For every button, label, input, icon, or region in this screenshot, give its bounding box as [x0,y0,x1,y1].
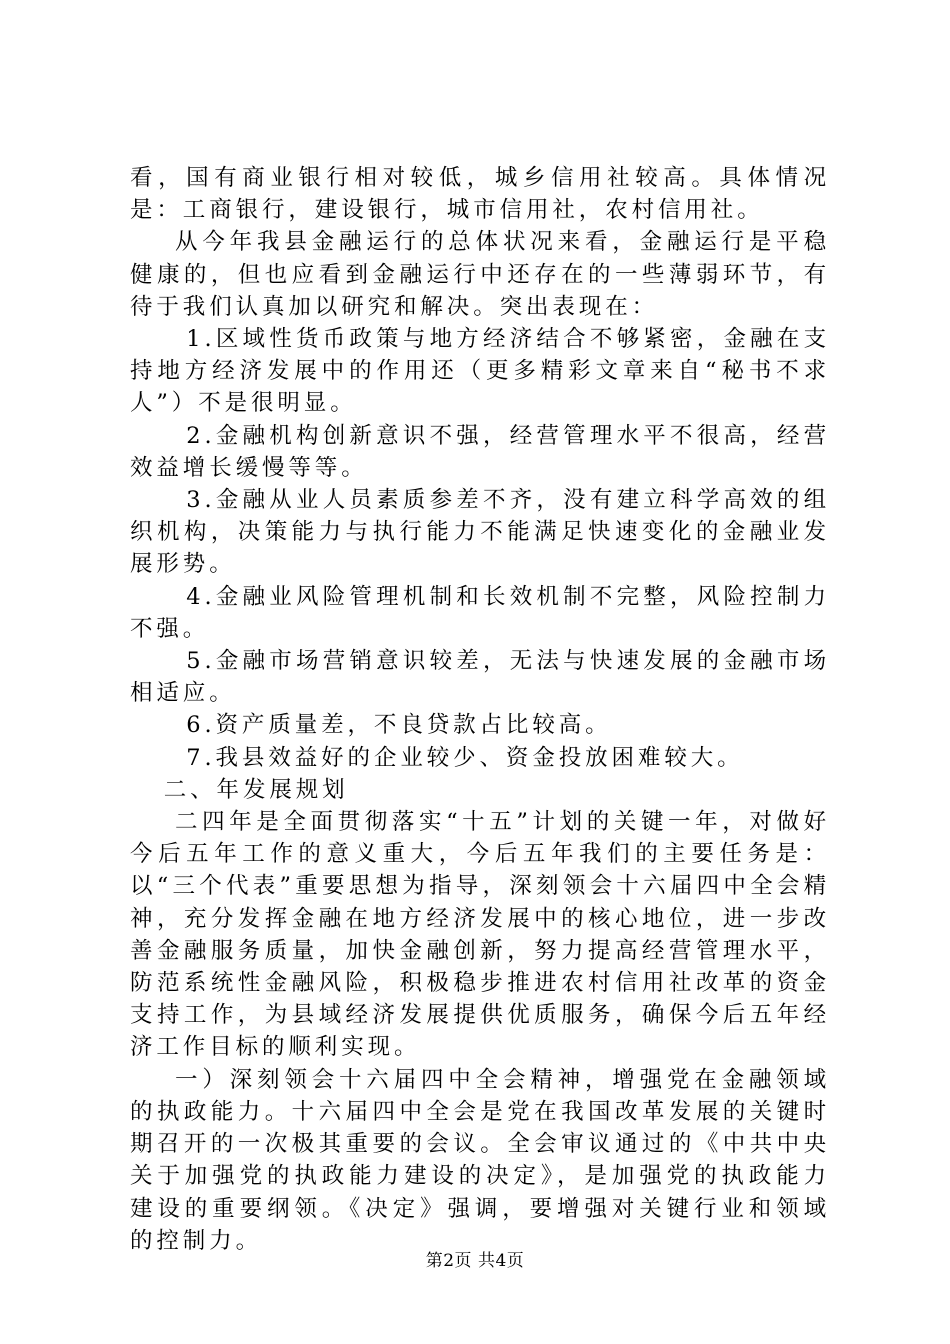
list-item-7: 7.我县效益好的企业较少、资金投放困难较大。 [186,744,744,771]
list-item-5: 5.金融市场营销意识较差，无法与快速发展的金融市场相适应。 [130,648,830,707]
list-item-6: 6.资产质量差，不良贷款占比较高。 [186,712,612,739]
paragraph-continuation: 看，国有商业银行相对较低，城乡信用社较高。具体情况是：工商银行，建设银行，城市信用社，农村信用社。 [130,165,830,224]
list-item-4: 4.金融业风险管理机制和长效机制不完整，风险控制力不强。 [130,583,830,642]
paragraph-overview: 从今年我县金融运行的总体状况来看，金融运行是平稳健康的，但也应看到金融运行中还存在的一些薄弱环节，有待于我们认真加以研究和解决。突出表现在： [130,229,830,320]
section-heading: 二、年发展规划 [163,776,349,803]
list-item-1: 1.区域性货币政策与地方经济结合不够紧密，金融在支持地方经济发展中的作用还（更多精彩文章来自“秘书不求人”）不是很明显。 [130,326,830,417]
list-item-3: 3.金融从业人员素质参差不齐，没有建立科学高效的组织机构，决策能力与执行能力不能满足快速变化的金融业发展形势。 [130,487,830,578]
page-footer: 第2页 共4页 [425,1251,525,1271]
document-body [130,162,830,1257]
paragraph-subsection-1: 一）深刻领会十六届四中全会精神，增强党在金融领域的执政能力。十六届四中全会是党在我国改革发展的关键时期召开的一次极其重要的会议。全会审议通过的《中共中央关于加强党的执政能力建设的决定》，是加强党的执政能力建设的重要纲领。《决定》强调，要增强对关键行业和领域的控制力。 [130,1066,830,1254]
list-item-2: 2.金融机构创新意识不强，经营管理水平不很高，经营效益增长缓慢等等。 [130,422,830,481]
paragraph-plan: 二四年是全面贯彻落实“十五”计划的关键一年，对做好今后五年工作的意义重大，今后五年我们的主要任务是：以“三个代表”重要思想为指导，深刻领会十六届四中全会精神，充分发挥金融在地方经济发展中的核心地位，进一步改善金融服务质量，加快金融创新，努力提高经营管理水平，防范系统性金融风险，积极稳步推进农村信用社改革的资金支持工作，为县域经济发展提供优质服务，确保今后五年经济工作目标的顺利实现。 [130,809,830,1061]
